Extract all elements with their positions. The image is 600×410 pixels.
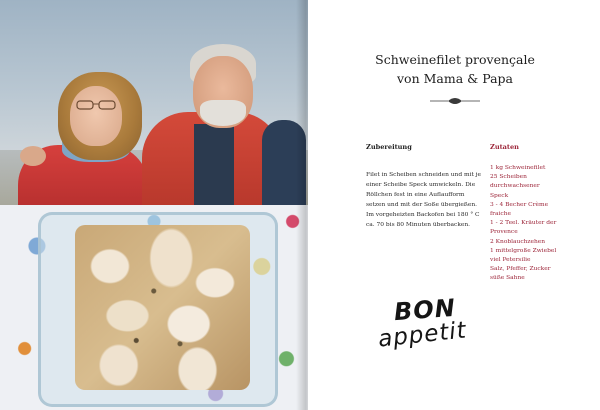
list-item: viel Petersilie: [490, 257, 531, 264]
list-item: 25 Scheiben: [490, 174, 527, 181]
list-item: durchwachsener: [490, 183, 540, 190]
list-item: 1 - 2 Teel. Kräuter der: [490, 220, 557, 227]
title-line-2: von Mama & Papa: [397, 71, 513, 86]
recipe-page: [310, 0, 600, 410]
bon-appetit-logo: [374, 292, 484, 362]
title-line-1: Schweinefilet provençale: [375, 52, 535, 67]
list-item: Salz, Pfeffer, Zucker: [490, 266, 551, 273]
ingredients-list: [490, 164, 590, 284]
man-shirt: [194, 124, 234, 207]
list-item: Provence: [490, 229, 518, 236]
hand: [20, 146, 46, 166]
ornament-divider-icon: [428, 96, 482, 106]
bon-word: BON: [393, 293, 457, 327]
man-beard: [200, 100, 246, 126]
woman-face: [70, 86, 122, 146]
list-item: süße Sahne: [490, 275, 525, 282]
list-item: 1 kg Schweinefilet: [490, 165, 546, 171]
page-fold: [296, 0, 308, 410]
appetit-word: appetit: [376, 317, 468, 353]
list-item: Speck: [490, 192, 509, 199]
glasses-icon: [72, 100, 120, 110]
list-item: 2 Knoblauchzehen: [490, 238, 546, 245]
list-item: 3 - 4 Becher Crème: [490, 201, 549, 208]
list-item: fraiche: [490, 211, 511, 218]
ingredients-heading: Zutaten: [490, 143, 519, 151]
method-text: Filet in Scheiben schneiden und mit je einer Scheibe Speck umwickeln. Die Röllchen fest in eine Auflaufform setzen und mit der Soße übergießen. Im vorgeheizten Backofen bei 180 ° C ca. 70 bis 80 Minuten überbacken.: [366, 172, 482, 228]
recipe-title: [310, 50, 600, 88]
method-heading: Zubereitung: [366, 143, 412, 151]
list-item: 1 mittelgroße Zwiebel: [490, 247, 557, 254]
casserole-food: [75, 225, 250, 390]
